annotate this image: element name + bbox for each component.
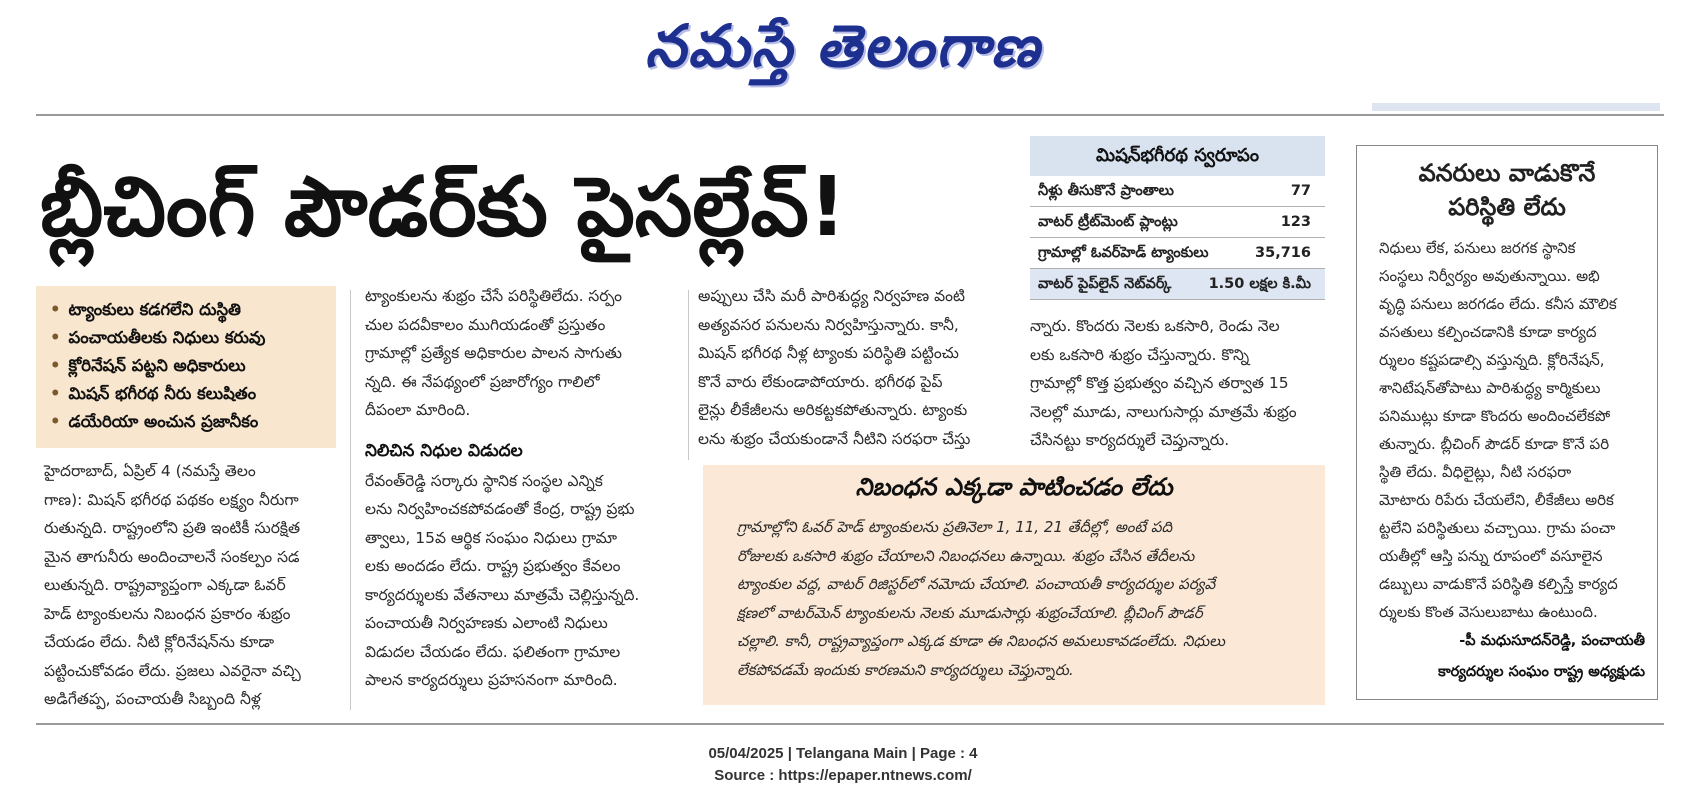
row-value: 1.50 లక్షల కి.మీ xyxy=(1208,276,1311,292)
footer-date-line: 05/04/2025 | Telangana Main | Page : 4 xyxy=(708,745,978,762)
text-line: రుతున్నది. రాష్ట్రంలోని ప్రతి ఇంటికీ సురక్షిత xyxy=(44,519,301,537)
top-rule-accent xyxy=(1372,103,1660,111)
key-points-list xyxy=(36,286,336,436)
text-line: గ్రామాల్లో ప్రత్యేక అధికారుల పాలన సాగుతు xyxy=(365,344,622,362)
text-line: చల్లాలి. కానీ, రాష్ట్రవ్యాప్తంగా ఎక్కడ కూడా ఈ నిబంధన అమలుకావడంలేదు. నిధులు xyxy=(737,632,1225,650)
text-line: పాలన కార్యదర్శులు ప్రహసనంగా మారింది. xyxy=(365,671,618,689)
key-point: • పంచాయతీలకు నిధులు కరువు xyxy=(50,324,336,352)
text-line: వృద్ధి పనులు జరగడం లేదు. కనీస మౌలిక xyxy=(1379,295,1617,313)
text-line: రోజులకు ఒకసారి శుభ్రం చేయాలని నిబంధనలు ఉన్నాయి. శుభ్రం చేసిన తేదీలను xyxy=(737,546,1195,565)
text-line: విడుదల చేయడం లేదు. ఫలితంగా గ్రామాల xyxy=(365,642,621,661)
sidebox-body xyxy=(1357,224,1657,626)
highlight-body xyxy=(703,505,1325,684)
text-line: అత్యవసర పనులను నిర్వహిస్తున్నారు. కానీ, xyxy=(698,315,959,334)
text-line: శానిటేషన్‌తోపాటు పారిశుద్ధ్య కార్మికులు xyxy=(1379,379,1601,397)
row-label: గ్రామాల్లో ఓవర్‌హెడ్ ట్యాంకులు xyxy=(1038,245,1209,261)
text-line: లను శుభ్రం చేయకుండానే నీటిని సరఫరా చేస్తు xyxy=(698,429,971,448)
key-point: • క్లోరినేషన్ పట్టని అధికారులు xyxy=(50,352,336,380)
text-line: మైన తాగునీరు అందించాలనే సంకల్పం సడ xyxy=(44,547,300,566)
key-point: • డయేరియా అంచున ప్రజానీకం xyxy=(50,408,336,436)
text-line: లకు ఒకసారి శుభ్రం చేస్తున్నారు. కొన్ని xyxy=(1030,345,1250,364)
text-line: ట్టలేని పరిస్థితులు వచ్చాయి. గ్రామ పంచా xyxy=(1379,519,1616,537)
text-line: ర్శులకు కొంత వెసులుబాటు ఉంటుంది. xyxy=(1379,603,1598,621)
sidebox-title-line: పరిస్థితి లేదు xyxy=(1448,193,1566,221)
row-value: 123 xyxy=(1280,214,1311,230)
table-row xyxy=(1030,207,1325,238)
text-line: దీపంలా మారింది. xyxy=(365,401,471,419)
row-value: 35,716 xyxy=(1255,245,1311,261)
mission-bhagiratha-table xyxy=(1030,136,1325,308)
row-label: వాటర్ ట్రీట్‌మెంట్ ప్లాంట్లు xyxy=(1038,214,1178,230)
attribution-line: -పీ మధుసూదన్‌రెడ్డి, పంచాయతీ xyxy=(1459,633,1645,649)
text-line: పనిముట్లు కూడా కొందరు అందించలేకపో xyxy=(1379,407,1611,425)
top-rule xyxy=(36,114,1664,116)
key-point: • మిషన్ భగీరథ నీరు కలుషితం xyxy=(50,380,336,408)
text-line: సంస్థలు నిర్వీర్యం అవుతున్నాయి. అభి xyxy=(1379,267,1600,285)
text-line: కొనే వారు లేకుండాపోయారు. భగీరథ పైప్ xyxy=(698,372,943,391)
row-value: 77 xyxy=(1290,183,1311,199)
quote-sidebox xyxy=(1356,145,1658,700)
text-line: న్నది. ఈ నేపథ్యంలో ప్రజారోగ్యం గాలిలో xyxy=(365,372,600,391)
text-line: ట్యాంకులను శుభ్రం చేసే పరిస్థితిలేదు. సర్పం xyxy=(365,287,622,305)
text-line: లేకపోవడమే ఇందుకు కారణమని కార్యదర్శులు చెప్తున్నారు. xyxy=(737,660,1074,679)
text-line: రేవంత్‌రెడ్డి సర్కారు స్థానిక సంస్థల ఎన్నిక xyxy=(365,471,603,490)
text-line: పట్టించుకోవడం లేదు. ప్రజలు ఎవరైనా వచ్చి xyxy=(44,661,301,680)
section-subhead: నిలిచిన నిధుల విడుదల xyxy=(365,440,523,461)
text-line: లుతున్నది. రాష్ట్రవ్యాప్తంగా ఎక్కడా ఓవర్ xyxy=(44,576,286,594)
quote-attribution xyxy=(1357,626,1657,688)
key-points-box xyxy=(36,286,336,448)
text-line: త్వాలు, 15వ ఆర్థిక సంఘం నిధులు గ్రామా xyxy=(365,528,618,547)
sidebox-title xyxy=(1357,146,1657,224)
table-row xyxy=(1030,238,1325,269)
masthead-logo: నమస్తే తెలంగాణ xyxy=(645,12,1041,80)
text-line: హెడ్ ట్యాంకులను నిబంధన ప్రకారం శుభ్రం xyxy=(44,604,291,623)
table-row xyxy=(1030,176,1325,207)
text-line: న్నారు. కొందరు నెలకు ఒకసారి, రెండు నెల xyxy=(1030,317,1280,335)
article-column-1 xyxy=(44,457,336,714)
column-divider xyxy=(350,290,351,710)
rule-not-followed-box xyxy=(703,465,1325,705)
text-line: పంచాయతీ నిర్వహణకు ఎలాంటి నిధులు xyxy=(365,614,608,632)
footer-source-line: Source : https://epaper.ntnews.com/ xyxy=(714,767,972,784)
text-line: నిధులు లేక, పనులు జరగక స్థానిక xyxy=(1379,239,1576,257)
column-divider xyxy=(688,290,689,460)
text-line: స్థితి లేదు. వీధిలైట్లు, నీటి సరఫరా xyxy=(1379,463,1572,481)
article-column-2 xyxy=(365,282,677,695)
text-line: లైన్లు లీకేజీలను అరికట్టకపోతున్నారు. ట్యాంకు xyxy=(698,401,968,419)
text-line: ట్యాంకుల వద్ద, వాటర్ రిజిస్టర్‌లో నమోదు చేయాలి. పంచాయతీ కార్యదర్శుల పర్యవే xyxy=(737,575,1216,593)
text-line: కార్యదర్శులకు వేతనాలు మాత్రమే చెల్లిస్తున్నది. xyxy=(365,585,640,604)
headline: బ్లీచింగ్ పౌడర్‌కు పైసల్లేవ్! xyxy=(40,160,847,255)
article-column-4 xyxy=(1030,312,1330,455)
text-line: లకు అందడం లేదు. రాష్ట్ర ప్రభుత్వం కేవలం xyxy=(365,557,621,575)
text-line: మిషన్ భగీరథ నీళ్ల ట్యాంకు పరిస్థితి పట్టించు xyxy=(698,344,959,362)
text-line: వసతులు కల్పించడానికి కూడా కార్యద xyxy=(1379,323,1597,341)
text-line: తున్నారు. బ్లీచింగ్ పౌడర్ కూడా కొనే పరి xyxy=(1379,435,1610,453)
text-line: చేసినట్టు కార్యదర్శులే చెప్తున్నారు. xyxy=(1030,431,1230,449)
row-label: వాటర్ పైప్‌లైన్ నెట్‌వర్క్ xyxy=(1038,276,1172,292)
table-row xyxy=(1030,269,1325,300)
row-label: నీళ్లు తీసుకొనే ప్రాంతాలు xyxy=(1038,183,1174,199)
text-line: చేయడం లేదు. నీటి క్లోరినేషన్‌ను కూడా xyxy=(44,633,275,651)
text-line: గ్రామాల్లోని ఓవర్ హెడ్ ట్యాంకులను ప్రతినెలా 1, 11, 21 తేదీల్లో, అంటే పది xyxy=(737,518,1173,536)
text-line: మోటారు రిపేరు చేయలేని, లీకేజీలు అరిక xyxy=(1379,491,1614,509)
text-line: డబ్బులు వాడుకొనే పరిస్థితి కల్పిస్తే కార్యద xyxy=(1379,575,1618,593)
table-title: మిషన్‌భగీరథ స్వరూపం xyxy=(1030,136,1325,176)
text-line: అప్పులు చేసి మరీ పారిశుద్ధ్య నిర్వహణ వంటి xyxy=(698,287,966,305)
text-line: హైదరాబాద్, ఏప్రిల్ 4 (నమస్తే తెలం xyxy=(44,462,256,480)
text-line: గ్రామాల్లో కొత్త ప్రభుత్వం వచ్చిన తర్వాత 15 xyxy=(1030,374,1289,392)
text-line: లను నిర్వహించకపోవడంతో కేంద్ర, రాష్ట్ర ప్రభు xyxy=(365,500,635,518)
highlight-title: నిబంధన ఎక్కడా పాటించడం లేదు xyxy=(855,473,1173,501)
text-line: గాణ): మిషన్ భగీరథ పథకం లక్ష్యం నీరుగా xyxy=(44,490,299,509)
attribution-line: కార్యదర్శుల సంఘం రాష్ట్ర అధ్యక్షుడు xyxy=(1438,664,1645,680)
text-line: నెలల్లో మూడు, నాలుగుసార్లు మాత్రమే శుభ్రం xyxy=(1030,402,1297,421)
text-line: అడిగేతప్ప, పంచాయతీ సిబ్బంది నీళ్ల xyxy=(44,690,261,708)
text-line: క్షణలో వాటర్‌మెన్ ట్యాంకులను నెలకు మూడుసార్లు శుభ్రంచేయాలి. బ్లీచింగ్ పౌడర్ xyxy=(737,603,1203,622)
sidebox-title-line: వనరులు వాడుకొనే xyxy=(1418,159,1596,187)
text-line: చుల పదవీకాలం ముగియడంతో ప్రస్తుతం xyxy=(365,315,606,334)
bottom-rule xyxy=(36,723,1664,725)
key-point: • ట్యాంకులు కడగలేని దుస్థితి xyxy=(50,296,336,324)
article-column-3 xyxy=(698,282,1000,453)
text-line: యతీల్లో ఆస్తి పన్ను రూపంలో వసూలైన xyxy=(1379,547,1603,565)
text-line: ర్శులం కష్టపడాల్సి వస్తున్నది. క్లోరినేషన్, xyxy=(1379,351,1605,369)
